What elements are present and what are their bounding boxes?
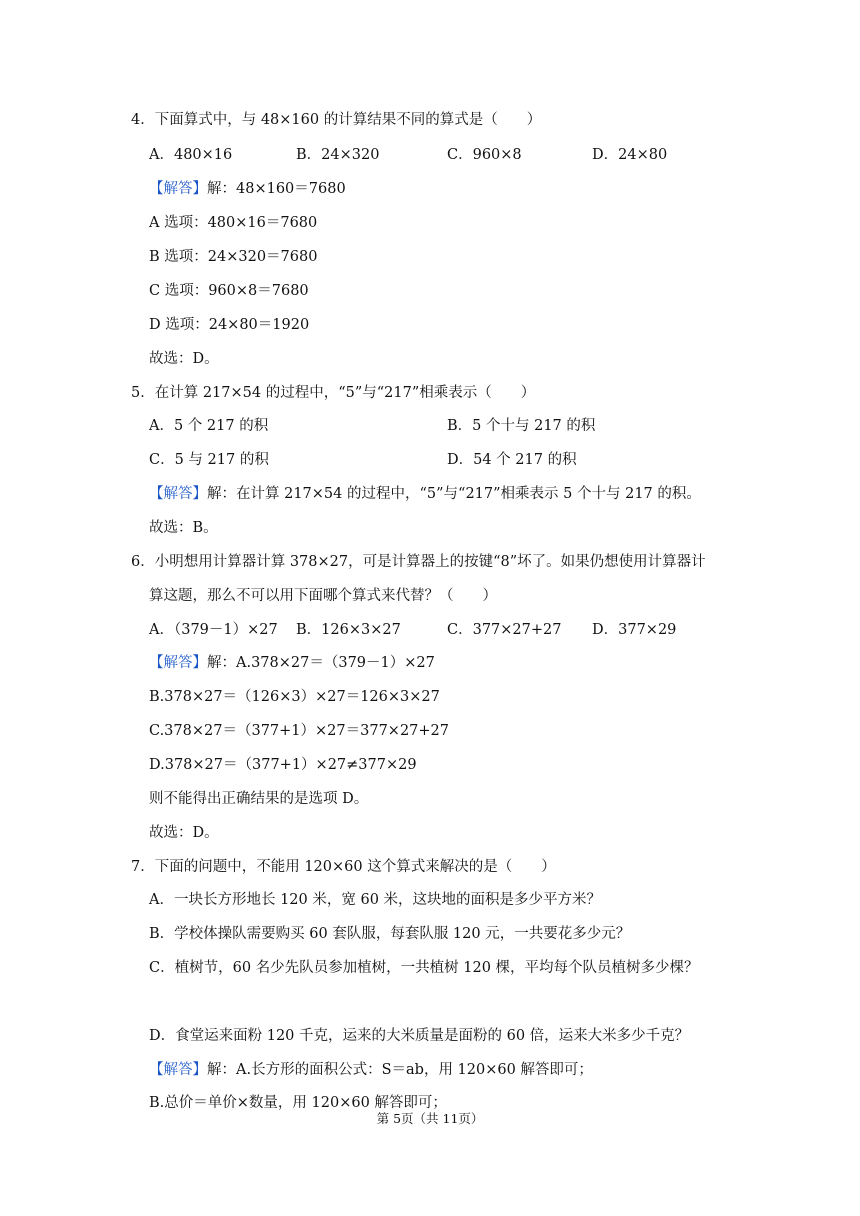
q7-answer	[149, 1060, 593, 1080]
answer-line: 解：A.378×27＝（379－1）×27	[207, 655, 435, 671]
q4-option-a: A．480×16	[149, 147, 233, 163]
answer-choice: 故选：D。	[149, 351, 219, 367]
answer-choice: 故选：B。	[149, 520, 218, 536]
q6-answer	[149, 653, 435, 673]
q5-stem: 5．在计算 217×54 的过程中，“5”与“217”相乘表示（ ）	[131, 385, 536, 401]
answer-line: B.378×27＝（126×3）×27＝126×3×27	[149, 689, 440, 705]
answer-line: A 选项：480×16＝7680	[149, 215, 318, 231]
answer-line: 解：48×160＝7680	[207, 181, 346, 197]
q5-answer	[149, 484, 701, 504]
q5-option-a: A．5 个 217 的积	[149, 418, 269, 434]
answer-line: B 选项：24×320＝7680	[149, 249, 318, 265]
answer-line: D 选项：24×80＝1920	[149, 317, 310, 333]
q4-answer	[149, 179, 346, 199]
q7-option-c: C．植树节，60 名少先队员参加植树，一共植树 120 棵，平均每个队员植树多少棵？	[149, 960, 699, 976]
q4-option-b: B．24×320	[296, 147, 380, 163]
q6-option-b: B．126×3×27	[296, 622, 401, 638]
answer-line: 解：A.长方形的面积公式：S＝ab，用 120×60 解答即可；	[207, 1062, 593, 1078]
q6-stem-cont: 算这题，那么不可以用下面哪个算式来代替？（ ）	[149, 588, 497, 604]
answer-tag: 【解答】	[149, 655, 207, 671]
answer-line: B.总价＝单价×数量，用 120×60 解答即可；	[149, 1095, 447, 1111]
answer-tag: 【解答】	[149, 181, 207, 197]
q4-stem: 4．下面算式中，与 48×160 的计算结果不同的算式是（ ）	[131, 112, 542, 128]
q5-option-d: D．54 个 217 的积	[447, 452, 577, 468]
q6-option-c: C．377×27+27	[447, 622, 562, 638]
q4-option-c: C．960×8	[447, 147, 522, 163]
answer-line: D.378×27＝（377+1）×27≠377×29	[149, 757, 417, 773]
q6-stem: 6．小明想用计算器计算 378×27，可是计算器上的按键“8”坏了。如果仍想使用计算器计	[131, 554, 706, 570]
answer-line: C 选项：960×8＝7680	[149, 283, 309, 299]
q7-stem: 7．下面的问题中，不能用 120×60 这个算式来解决的是（ ）	[131, 859, 556, 875]
q6-option-d: D．377×29	[592, 622, 677, 638]
q4-option-d: D．24×80	[592, 147, 668, 163]
answer-tag: 【解答】	[149, 1062, 207, 1078]
q7-option-d: D．食堂运来面粉 120 千克，运来的大米质量是面粉的 60 倍，运来大米多少千克？	[149, 1028, 690, 1044]
answer-line: 则不能得出正确结果的是选项 D。	[149, 791, 369, 807]
answer-line: C.378×27＝（377+1）×27＝377×27+27	[149, 723, 449, 739]
q5-option-b: B．5 个十与 217 的积	[447, 418, 596, 434]
answer-choice: 故选：D。	[149, 825, 219, 841]
answer-line: 解：在计算 217×54 的过程中，“5”与“217”相乘表示 5 个十与 217 的积。	[207, 486, 701, 502]
answer-tag: 【解答】	[149, 486, 207, 502]
q5-option-c: C．5 与 217 的积	[149, 452, 269, 468]
q7-option-a: A．一块长方形地长 120 米，宽 60 米，这块地的面积是多少平方米？	[149, 892, 602, 908]
q7-option-b: B．学校体操队需要购买 60 套队服，每套队服 120 元，一共要花多少元？	[149, 926, 631, 942]
page-footer: 第 5页（共 11页）	[376, 1111, 484, 1126]
q6-option-a: A．（379－1）×27	[149, 622, 278, 638]
